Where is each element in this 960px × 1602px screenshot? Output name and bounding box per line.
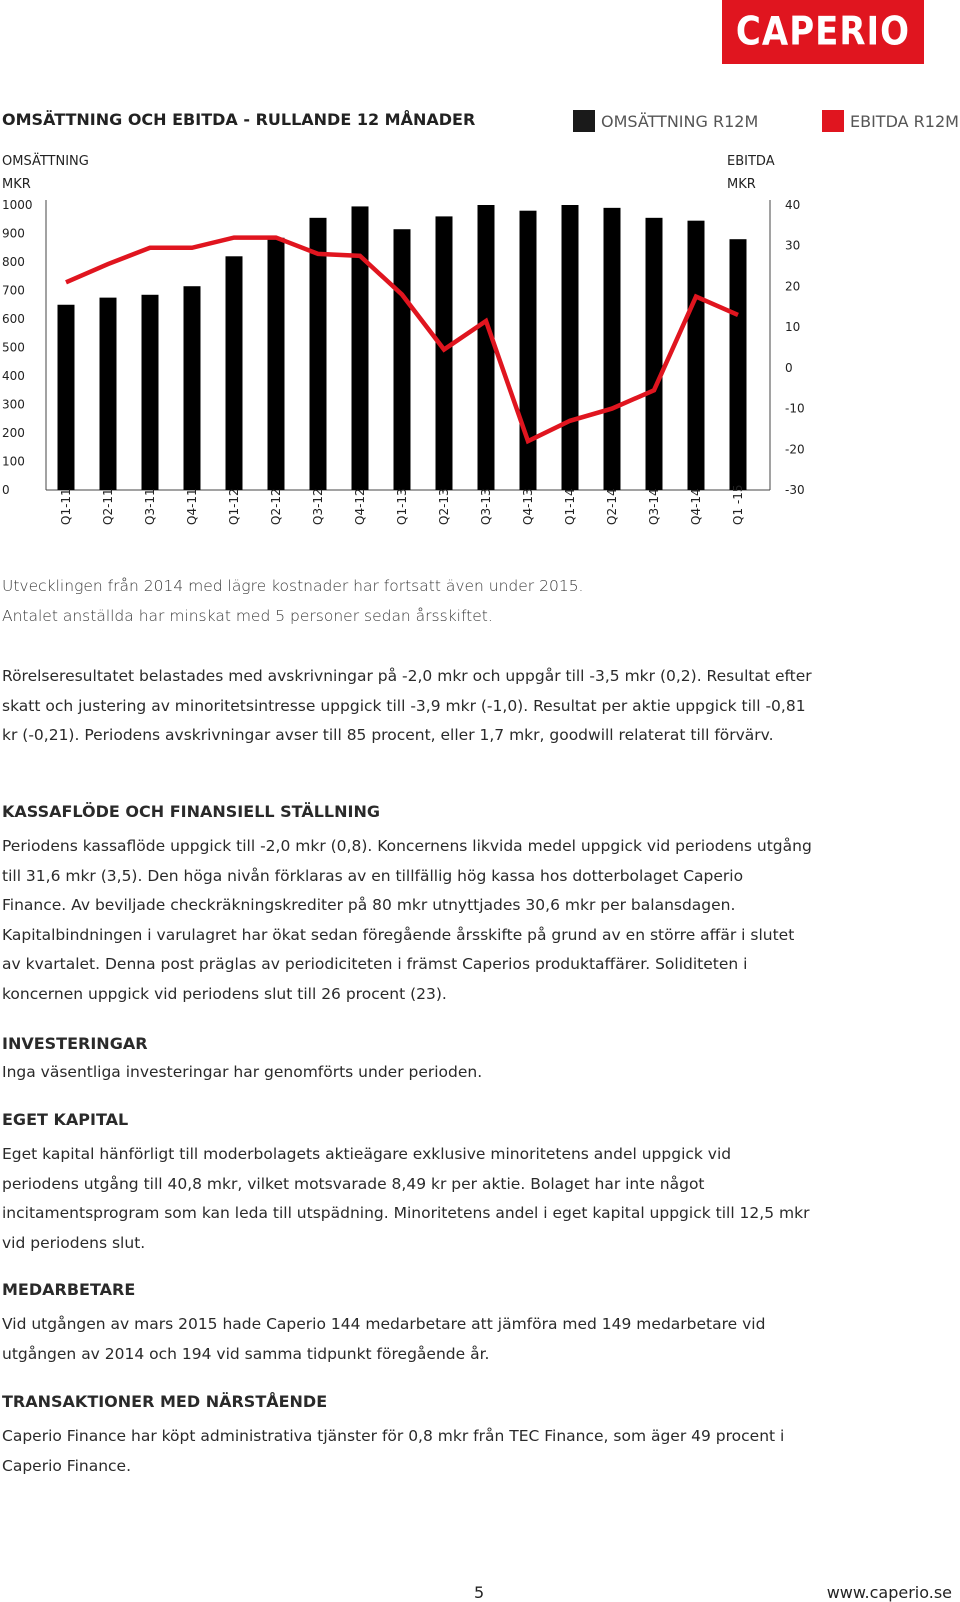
x-tick-label: Q3-11	[143, 488, 157, 525]
revenue-ebitda-chart	[0, 190, 960, 550]
right-axis-label-line2: MKR	[727, 173, 775, 196]
intro-line-1: Utvecklingen från 2014 med lägre kostnader har fortsatt även under 2015.	[2, 572, 812, 602]
revenue-bar	[58, 305, 75, 490]
revenue-bar	[142, 295, 159, 490]
related-heading: TRANSAKTIONER MED NÄRSTÅENDE	[2, 1392, 327, 1411]
legend-ebitda-label: EBITDA R12M	[850, 112, 959, 131]
left-tick-label: 900	[2, 227, 25, 241]
revenue-bar	[352, 206, 369, 490]
x-tick-label: Q2-11	[101, 488, 115, 525]
caperio-logo	[722, 0, 924, 64]
x-tick-label: Q3-13	[479, 488, 493, 525]
left-tick-label: 700	[2, 284, 25, 298]
x-tick-label: Q4-11	[185, 488, 199, 525]
results-paragraph: Rörelseresultatet belastades med avskrivningar på -2,0 mkr och uppgår till -3,5 mkr (0,2). Resultat efter skatt och justering av minoritetsintresse uppgick till -3,9 mkr (-1,0). Resultat per aktie uppgick till -0,81 kr (-0,21). Periodens avskrivningar avser till 85 procent, eller 1,7 mkr, goodwill relaterat till förvärv.	[2, 662, 812, 751]
equity-heading: EGET KAPITAL	[2, 1110, 128, 1129]
right-tick-label: 30	[785, 239, 800, 253]
legend-revenue	[573, 110, 758, 132]
equity-paragraph: Eget kapital hänförligt till moderbolagets aktieägare exklusive minoritetens andel uppgick vid periodens utgång till 40,8 mkr, vilket motsvarade 8,49 kr per aktie. Bolaget har inte något incitamentsprogram som kan leda till utspädning. Minoritetens andel i eget kapital uppgick till 12,5 mkr vid periodens slut.	[2, 1140, 812, 1258]
left-tick-label: 300	[2, 398, 25, 412]
x-tick-label: Q2-14	[605, 488, 619, 525]
x-tick-label: Q4-12	[353, 488, 367, 525]
intro-paragraph	[2, 572, 812, 631]
intro-line-2: Antalet anställda har minskat med 5 personer sedan årsskiftet.	[2, 602, 812, 632]
legend-ebitda	[822, 110, 959, 132]
x-tick-label: Q1-12	[227, 488, 241, 525]
website-url: www.caperio.se	[827, 1583, 952, 1602]
right-tick-label: -20	[785, 442, 805, 456]
revenue-bar	[730, 239, 747, 490]
x-tick-label: Q3-12	[311, 488, 325, 525]
left-tick-label: 100	[2, 455, 25, 469]
employees-paragraph: Vid utgången av mars 2015 hade Caperio 144 medarbetare att jämföra med 149 medarbetare vid utgången av 2014 och 194 vid samma tidpunkt föregående år.	[2, 1310, 812, 1369]
legend-revenue-label: OMSÄTTNING R12M	[601, 112, 758, 131]
revenue-bar	[100, 298, 117, 490]
cashflow-paragraph: Periodens kassaflöde uppgick till -2,0 mkr (0,8). Koncernens likvida medel uppgick vid periodens utgång till 31,6 mkr (3,5). Den höga nivån förklaras av en tillfällig hög kassa hos dotterbolaget Caperio Finance. Av beviljade checkräkningskrediter på 80 mkr utnyttjades 30,6 mkr per balansdagen. Kapitalbindningen i varulagret har ökat sedan föregående årsskifte på grund av en större affär i slutet av kvartalet. Denna post präglas av periodiciteten i främst Caperios produktaffärer. Soliditeten i koncernen uppgick vid periodens slut till 26 procent (23).	[2, 832, 812, 1009]
left-tick-label: 500	[2, 341, 25, 355]
right-tick-label: 40	[785, 198, 800, 212]
revenue-bar	[478, 205, 495, 490]
revenue-bar	[184, 286, 201, 490]
left-tick-label: 400	[2, 369, 25, 383]
investments-paragraph: Inga väsentliga investeringar har genomförts under perioden.	[2, 1058, 812, 1088]
right-tick-label: -30	[785, 483, 805, 497]
revenue-bar	[688, 221, 705, 490]
x-tick-label: Q1-13	[395, 488, 409, 525]
revenue-bar	[520, 211, 537, 490]
left-tick-label: 600	[2, 312, 25, 326]
left-tick-label: 200	[2, 426, 25, 440]
x-tick-label: Q4-13	[521, 488, 535, 525]
revenue-bar	[436, 216, 453, 490]
investments-heading: INVESTERINGAR	[2, 1034, 148, 1053]
right-tick-label: 0	[785, 361, 793, 375]
revenue-bar	[604, 208, 621, 490]
x-tick-label: Q2-13	[437, 488, 451, 525]
x-tick-label: Q2-12	[269, 488, 283, 525]
x-tick-label: Q1 -15	[731, 485, 745, 526]
revenue-bar	[646, 218, 663, 490]
page-number: 5	[474, 1583, 484, 1602]
revenue-bar	[268, 238, 285, 490]
related-paragraph: Caperio Finance har köpt administrativa tjänster för 0,8 mkr från TEC Finance, som äger 49 procent i Caperio Finance.	[2, 1422, 812, 1481]
x-tick-label: Q1-11	[59, 488, 73, 525]
logo-text: CAPERIO	[736, 9, 910, 55]
revenue-bar	[562, 205, 579, 490]
left-axis-label-line2: MKR	[2, 173, 89, 196]
left-axis-label-line1: OMSÄTTNING	[2, 150, 89, 173]
x-tick-label: Q1-14	[563, 488, 577, 525]
employees-heading: MEDARBETARE	[2, 1280, 135, 1299]
x-tick-label: Q3-14	[647, 488, 661, 525]
x-tick-label: Q4-14	[689, 488, 703, 525]
right-tick-label: -10	[785, 402, 805, 416]
right-tick-label: 10	[785, 320, 800, 334]
revenue-bar	[310, 218, 327, 490]
cashflow-heading: KASSAFLÖDE OCH FINANSIELL STÄLLNING	[2, 802, 380, 821]
chart-title: OMSÄTTNING OCH EBITDA - RULLANDE 12 MÅNADER	[2, 110, 475, 129]
legend-revenue-swatch	[573, 110, 595, 132]
revenue-bar	[394, 229, 411, 490]
right-tick-label: 20	[785, 279, 800, 293]
left-tick-label: 0	[2, 483, 10, 497]
legend-ebitda-swatch	[822, 110, 844, 132]
left-tick-label: 800	[2, 255, 25, 269]
left-tick-label: 1000	[2, 198, 33, 212]
right-axis-label-line1: EBITDA	[727, 150, 775, 173]
revenue-bar	[226, 256, 243, 490]
